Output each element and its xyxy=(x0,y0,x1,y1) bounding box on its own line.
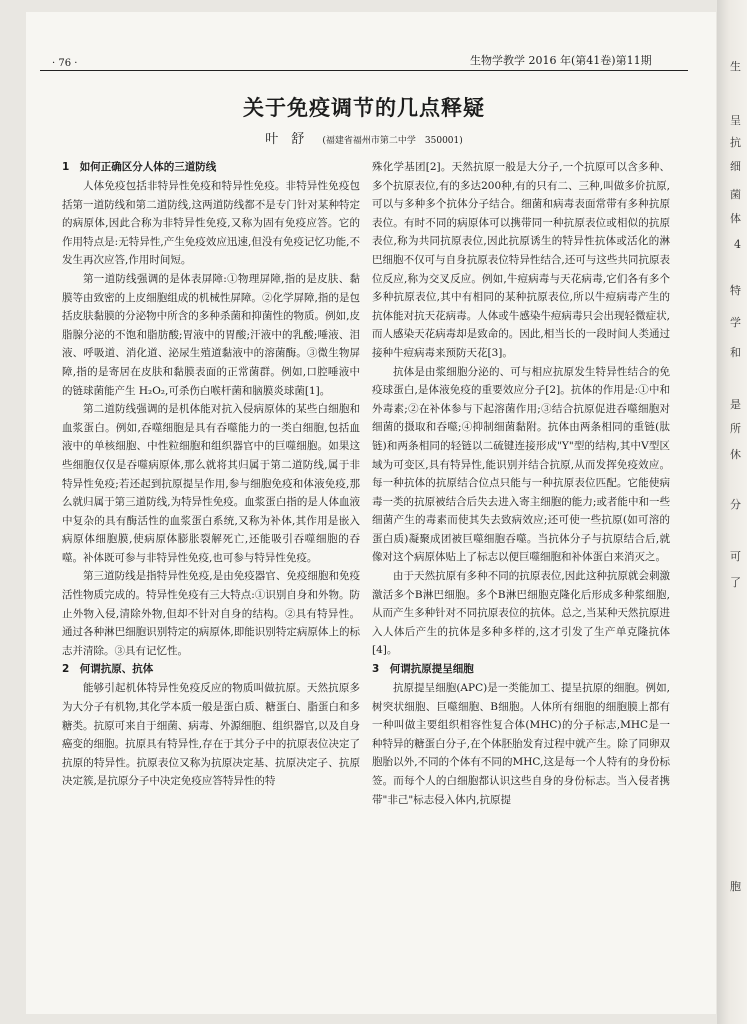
margin-char: 呈 xyxy=(730,114,741,127)
author-line xyxy=(40,128,688,147)
section-heading: 1 如何正确区分人体的三道防线 xyxy=(62,161,217,173)
article-title: 关于免疫调节的几点释疑 xyxy=(243,96,485,120)
margin-char: 4 xyxy=(734,238,741,251)
adjacent-page-edge xyxy=(717,0,747,1024)
paragraph: 第一道防线强调的是体表屏障:①物理屏障,指的是皮肤、黏膜等由致密的上皮细胞组成的机械性屏障。②化学屏障,指的是包括皮肤黏膜的分泌物中所含的多种杀菌和抑菌性的物质。例如,皮脂腺分泌的不饱和脂肪酸;胃液中的胃酸;汗液中的乳酸;唾液、泪液、呼吸道、消化道、泌尿生殖道黏液中的溶菌酶。③微生物屏障,指的是寄居在皮肤和黏膜表面的正常菌群。例如,口腔唾液中的链球菌能产生 H₂O₂,可杀伤白喉杆菌和脑膜炎球菌[1]。 xyxy=(62,272,360,397)
margin-char: 休 xyxy=(730,448,741,461)
journal-header: 生物学教学 2016 年(第41卷)第11期 xyxy=(470,54,652,67)
author-name: 叶 舒 xyxy=(265,132,305,147)
paragraph: 能够引起机体特异性免疫反应的物质叫做抗原。天然抗原多为大分子有机物,其化学本质一般是蛋白质、糖蛋白、脂蛋白和多糖类。抗原可来自于细菌、病毒、外源细胞、组织器官,以及自身癌变的细胞。抗原具有特异性,存在于其分子中的抗原表位决定了抗原的特异性。抗原表位又称为抗原决定基、抗原决定子、抗原决定簇,是抗原分子中决定免疫应答特异性的特 xyxy=(62,682,360,788)
margin-char: 生 xyxy=(730,60,741,73)
margin-char: 学 xyxy=(730,316,741,329)
margin-char: 可 xyxy=(730,550,741,563)
margin-char: 了 xyxy=(730,576,741,589)
header-rule xyxy=(40,70,688,71)
paragraph: 抗原提呈细胞(APC)是一类能加工、提呈抗原的细胞。例如,树突状细胞、巨噬细胞、B细胞。人体所有细胞的细胞膜上都有一种叫做主要组织相容性复合体(MHC)的分子标志,MHC是一种特异的糖蛋白分子,在个体胚胎发育过程中就产生。除了同卵双胞胎以外,不同的个体有不同的MHC,这是每一个人特有的身份标签。而每个人的白细胞都认识这些自身的身份标志。当入侵者携带"非己"标志侵入体内,抗原提 xyxy=(372,682,670,806)
paragraph: 抗体是由浆细胞分泌的、可与相应抗原发生特异性结合的免疫球蛋白,是体液免疫的重要效应分子[2]。抗体的作用是:①中和外毒素;②在补体参与下起溶菌作用;③结合抗原促进吞噬细胞对细菌的摄取和吞噬;④抑制细菌黏附。抗体由两条相同的重链(肽链)和两条相同的轻链以二硫键连接形成"Y"型的结构,其中V型区域为可变区,具有特异性,能识别并结合抗原,从而发挥免疫效应。每一种抗体的抗原结合位点只能与一种抗原表位匹配。它能使病毒一类的抗原被结合后失去进入寄主细胞的能力;或者能中和一些细菌产生的毒素而使其失去致病效应;还可使一些抗原(如可溶的蛋白质)凝聚成团被巨噬细胞吞噬。当抗体分子与抗原结合后,就像对这个病原体贴上了标志以便巨噬细胞和补体蛋白来消灭之。 xyxy=(372,365,670,564)
margin-char: 细 xyxy=(730,160,741,173)
paragraph: 人体免疫包括非特异性免疫和特异性免疫。非特异性免疫包括第一道防线和第二道防线,这两道防线都不是专门针对某种特定的病原体,因此合称为非特异性免疫,又称为固有免疫应答。它的作用特点是:无特异性,产生免疫效应迅速,但没有免疫记忆功能,不发生再次应答,作用时间短。 xyxy=(62,180,360,267)
margin-char: 体 xyxy=(730,212,741,225)
paragraph: 由于天然抗原有多种不同的抗原表位,因此这种抗原就会刺激激活多个B淋巴细胞。多个B淋巴细胞克隆化后形成多种浆细胞,从而产生多种针对不同抗原表位的抗体。总之,当某种天然抗原进入人体后产生的抗体是多种多样的,这才引发了生产单克隆抗体[4]。 xyxy=(372,570,670,657)
margin-char: 和 xyxy=(730,346,741,359)
section-heading: 3 何谓抗原提呈细胞 xyxy=(372,663,474,676)
paragraph: 殊化学基团[2]。天然抗原一般是大分子,一个抗原可以含多种、多个抗原表位,有的多达200种,有的只有二、三种,叫做多价抗原,可以与多种多个抗体分子结合。细菌和病毒表面常带有多种抗原表位。有时不同的病原体可以携带同一种抗原表位或相似的抗原表位,称为共同抗原表位,因此抗原诱生的特异性抗体或活化的淋巴细胞不仅可与自身抗原表位特异性结合,还可与这些共同抗原表位反应,称为交叉反应。例如,牛痘病毒与天花病毒,它们各有多个多种抗原表位,其中有相同的某种抗原表位,所以牛痘病毒产生的抗体能对抗天花病毒。人体或牛感染牛痘病毒只会出现轻微症状,而人感染天花病毒却是致命的。因此,相当长的一段时间人类通过接种牛痘病毒来预防天花[3]。 xyxy=(372,161,670,359)
margin-char: 胞 xyxy=(730,880,741,893)
margin-char: 所 xyxy=(730,422,741,435)
margin-char: 抗 xyxy=(730,136,741,149)
margin-char: 是 xyxy=(730,398,741,411)
paragraph: 第二道防线强调的是机体能对抗入侵病原体的某些白细胞和血浆蛋白。例如,吞噬细胞是具有吞噬能力的一类白细胞,包括血液中的单核细胞、中性粒细胞和组织器官中的巨噬细胞。如果这些细胞仅仅是吞噬病原体,那么就将其归属于第二道防线,属于非特异性免疫;若还起到抗原提呈作用,参与细胞免疫和体液免疫,那么就归属于第三道防线,为特异性免疫。血浆蛋白指的是人体血液中复杂的具有酶活性的血浆蛋白系统,又称为补体,其作用是嵌入病原体细胞膜,使病原体膨胀裂解死亡,还能吸引吞噬细胞的吞噬。补体既可参与非特异性免疫,也可参与特异性免疫。 xyxy=(62,403,360,564)
section-heading: 2 何谓抗原、抗体 xyxy=(62,663,154,676)
author-affiliation: (福建省福州市第二中学 350001) xyxy=(322,136,463,146)
margin-char: 特 xyxy=(730,284,741,297)
margin-char: 分 xyxy=(730,498,741,511)
left-column xyxy=(62,158,360,791)
margin-char: 菌 xyxy=(730,188,741,201)
page-number: · 76 · xyxy=(52,58,78,69)
paragraph: 第三道防线是指特异性免疫,是由免疫器官、免疫细胞和免疫活性物质完成的。特异性免疫有三大特点:①识别自身和外物。防止外物入侵,清除外物,但却不针对自身的结构。②具有特异性。通过各种淋巴细胞识别特定的病原体,即能识别特定病原体上的标志并清除。③具有记忆性。 xyxy=(62,570,360,657)
right-column xyxy=(372,158,670,809)
